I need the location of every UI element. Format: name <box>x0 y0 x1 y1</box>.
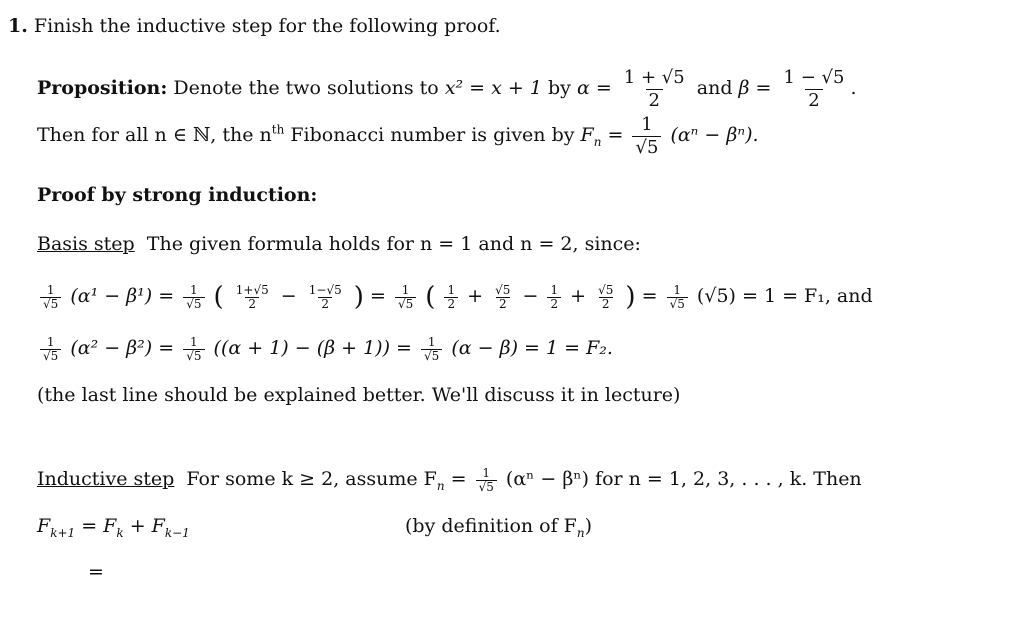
fkm1-subscript: k−1 <box>164 525 190 540</box>
alpha-numerator: 1 + √5 <box>623 66 685 88</box>
inductive-step-label: Inductive step <box>37 468 175 490</box>
fn-subscript: n <box>593 134 602 149</box>
frac-num: 1 <box>401 282 410 297</box>
frac-den: 2 <box>599 297 613 311</box>
frac-den: 2 <box>496 297 510 311</box>
equals-sign: = <box>641 285 658 307</box>
alpha-denominator: 2 <box>646 89 663 112</box>
proposition-line2-text: Then for all n ∈ ℕ, the n <box>37 124 272 146</box>
fn-numerator: 1 <box>641 113 653 135</box>
equals-sign: = <box>369 285 386 307</box>
fn-equals: = <box>607 124 624 146</box>
basis-equation-2 <box>37 328 613 368</box>
step-1-reason <box>405 514 592 538</box>
basis2-expr-2: ((α + 1) − (β + 1)) = <box>213 337 412 359</box>
proposition-label: Proposition: <box>37 77 168 99</box>
paren-close: ) <box>625 282 636 312</box>
frac-den: 2 <box>444 297 458 311</box>
basis-equation-1 <box>37 272 873 320</box>
inductive-text-c: (αⁿ − βⁿ) for n = 1, 2, 3, . . . , k. Then <box>505 468 862 490</box>
frac-num: 1 <box>550 282 559 297</box>
fk1-symbol: F <box>37 515 51 537</box>
problem-instruction: Finish the inductive step for the following proof. <box>33 15 501 37</box>
lecture-note: (the last line should be explained better. We'll discuss it in lecture) <box>37 384 681 406</box>
frac-num: 1 <box>190 282 198 297</box>
alpha-fraction <box>621 67 688 112</box>
inductive-sub-n: n <box>436 478 445 493</box>
fk-subscript: k <box>116 525 124 540</box>
proposition-text: Denote the two solutions to <box>173 77 439 99</box>
fkm1-symbol: + F <box>129 515 165 537</box>
proof-heading: Proof by strong induction: <box>37 184 318 206</box>
frac-num: 1 <box>427 334 436 349</box>
fn-formula: (αⁿ − βⁿ). <box>670 124 759 146</box>
frac-num: 1 <box>673 282 682 297</box>
paren-open: ( <box>425 282 436 312</box>
proposition-line2-text-b: Fibonacci number is given by <box>290 124 575 146</box>
frac-den: 2 <box>245 297 259 311</box>
frac-den: √5 <box>183 297 204 311</box>
alpha-equals: α = <box>576 77 612 99</box>
fn-denominator: √5 <box>632 136 661 159</box>
basis-expr-1: (α¹ − β¹) = <box>70 285 175 307</box>
proposition-line-1: Proposition: Denote the two solutions to x² = x + 1 by α = $\frac{1 + √5}{2}$ and β = $\frac{1 - √5}{2}$ . <box>37 66 857 111</box>
quadratic-equation: x² = x + 1 <box>444 77 542 99</box>
fn-symbol: F <box>580 124 594 146</box>
frac-num: 1 <box>482 465 491 480</box>
reason-sub: n <box>576 525 585 540</box>
text-and: and <box>696 77 733 99</box>
beta-numerator: 1 − √5 <box>783 66 845 88</box>
problem-statement <box>8 14 501 38</box>
beta-denominator: 2 <box>805 89 822 112</box>
basis-step-line <box>37 232 641 256</box>
frac-den: √5 <box>395 297 416 311</box>
basis-step-text: The given formula holds for n = 1 and n = 2, since: <box>146 233 641 255</box>
paren-close: ) <box>353 282 364 312</box>
inductive-step-1 <box>37 514 190 538</box>
frac-den: √5 <box>667 297 688 311</box>
basis2-expr-1: (α² − β²) = <box>70 337 175 359</box>
plus-sign: + <box>467 285 484 307</box>
frac-den: √5 <box>40 349 61 363</box>
fn-fraction <box>632 114 661 159</box>
frac-den: √5 <box>183 349 204 363</box>
paren-open: ( <box>213 282 224 312</box>
frac-den: 2 <box>318 297 332 311</box>
frac-den: √5 <box>421 349 442 363</box>
text-by: by <box>548 77 571 99</box>
basis2-expr-3: (α − β) = 1 = F₂. <box>451 337 613 359</box>
fk1-subscript: k+1 <box>50 525 76 540</box>
frac-num: 1 <box>190 334 198 349</box>
reason-close: ) <box>584 515 593 537</box>
beta-fraction <box>781 67 848 112</box>
fk-symbol: = F <box>81 515 117 537</box>
frac-num: √5 <box>598 282 614 297</box>
frac-den: √5 <box>476 480 497 494</box>
inductive-step-2: = <box>88 561 104 583</box>
plus-sign: + <box>570 285 587 307</box>
frac-num: 1 <box>46 334 55 349</box>
basis-expr-tail: (√5) = 1 = F₁, and <box>696 285 873 307</box>
inductive-text-a: For some k ≥ 2, assume F <box>186 468 437 490</box>
frac-num: 1 <box>46 282 55 297</box>
problem-number: 1. <box>8 15 28 37</box>
minus-sign: − <box>522 285 539 307</box>
frac-den: √5 <box>40 297 61 311</box>
frac-num: 1+√5 <box>235 282 269 297</box>
minus-sign: − <box>280 285 297 307</box>
inductive-equals: = <box>450 468 467 490</box>
proposition-line-2 <box>37 110 759 160</box>
basis-step-label: Basis step <box>37 233 135 255</box>
inductive-step-line <box>37 457 862 501</box>
frac-num: 1 <box>447 282 456 297</box>
frac-num: 1−√5 <box>308 282 342 297</box>
frac-num: √5 <box>495 282 511 297</box>
superscript-th: th <box>271 122 285 137</box>
reason-text: (by definition of F <box>405 515 577 537</box>
frac-den: 2 <box>547 297 561 311</box>
beta-equals: β = <box>738 77 772 99</box>
